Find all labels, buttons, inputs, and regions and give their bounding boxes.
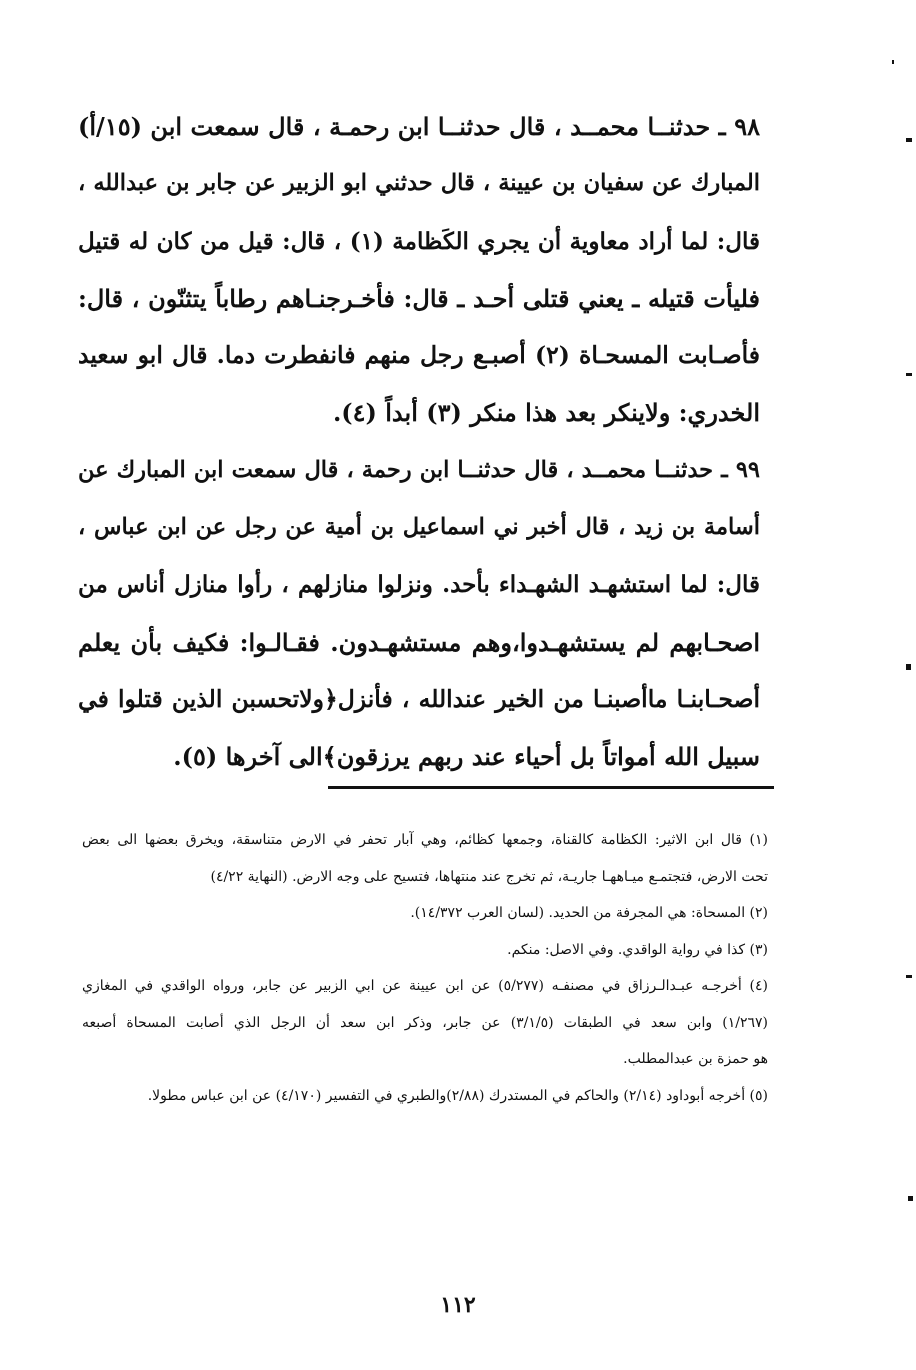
margin-mark xyxy=(906,975,912,978)
hadith-paragraph-98 xyxy=(78,98,760,442)
text-line: فأصـابت المسحـاة (٢) أصبـع رجل منهم فانفطرت دما. قال ابو سعيد xyxy=(78,341,760,370)
text-line: الخدري: ولاينكر بعد هذا منكر (٣) أبداً (٤). xyxy=(332,398,760,428)
footnote-line: (٤) أخرجـه عبـدالـرزاق في مصنفـه (٥/٢٧٧) عن ابن عيينة عن ابي الزبير عن جابر، ورواه الواقدي في المغازي xyxy=(82,978,768,994)
footnote-line: هو حمزة بن عبدالمطلب. xyxy=(623,1051,768,1067)
footnote-line: تحت الارض، فتجتمـع ميـاههـا جاريـة، ثم تخرج عند منتهاها، فتسيح على وجه الارض. (النهاية ٤/٢٢) xyxy=(210,868,768,885)
main-text xyxy=(78,98,760,786)
margin-mark xyxy=(892,60,894,64)
footnote-line: (٢) المسحاة: هي المجرفة من الحديد. (لسان العرب ١٤/٣٧٢). xyxy=(410,905,768,921)
footnotes xyxy=(82,822,768,1114)
footnote-2 xyxy=(82,895,768,932)
footnote-line: (١/٢٦٧) وابن سعد في الطبقات (٣/١/٥) عن جابر، وذكر ابن سعد أن الرجل الذي أصابت المسحاة أصبعه xyxy=(82,1014,768,1031)
text-line: فليأت قتيله ـ يعني قتلى أحـد ـ قال: فأخـرجنـاهم رطاباً يتثنّون ، قال: xyxy=(78,283,760,313)
text-line: اصحـابهم لم يستشهـدوا،وهم مستشهـدون. فقـالـوا: فكيف بأن يعلم xyxy=(78,627,760,657)
footnote-1 xyxy=(82,822,768,895)
text-line: ٩٩ ـ حدثنــا محمــد ، قال حدثنــا ابن رحمة ، قال سمعت ابن المبارك عن xyxy=(78,456,760,483)
footnote-4 xyxy=(82,968,768,1078)
text-line: قال: لما أراد معاوية أن يجري الكَظامة (١) ، قال: قيل من كان له قتيل xyxy=(78,227,760,255)
footnote-3 xyxy=(82,932,768,969)
page-number: ١١٢ xyxy=(440,1292,476,1318)
text-line: أسامة بن زيد ، قال أخبر ني اسماعيل بن أمية عن رجل عن ابن عباس ، xyxy=(78,514,760,541)
text-line: ٩٨ ـ حدثنــا محمــد ، قال حدثنــا ابن رحمـة ، قال سمعت ابن (١٥/أ) xyxy=(78,112,760,141)
text-line: المبارك عن سفيان بن عيينة ، قال حدثني ابو الزبير عن جابر بن عبدالله ، xyxy=(78,170,760,197)
footnote-line: (٣) كذا في رواية الواقدي. وفي الاصل: منكم. xyxy=(507,941,768,958)
margin-mark xyxy=(906,138,912,142)
footnote-line: (١) قال ابن الاثير: الكظامة كالقناة، وجمعها كظائم، وهي آبار تحفر في الارض متناسقة، ويخرق بعضها الى بعض xyxy=(82,832,768,848)
footnote-divider xyxy=(328,786,774,789)
margin-mark xyxy=(906,664,911,670)
margin-mark xyxy=(908,1196,913,1201)
footnote-5 xyxy=(82,1078,768,1115)
text-line: أصحـابنـا ماأصبنـا من الخير عندالله ، فأنزل﴿ولاتحسبن الذين قتلوا في xyxy=(78,684,760,713)
text-line: قال: لما استشهـد الشهـداء بأحد. ونزلوا منازلهم ، رأوا منازل أناس من xyxy=(78,571,760,599)
hadith-paragraph-99 xyxy=(78,442,760,786)
text-line: سبيل الله أمواتاً بل أحياء عند ربهم يرزقون﴾الى آخرها (٥). xyxy=(173,742,760,772)
footnote-line: (٥) أخرجه أبوداود (٢/١٤) والحاكم في المستدرك (٢/٨٨)والطبري في التفسير (٤/١٧٠) عن ابن عباس مطولا. xyxy=(147,1087,768,1104)
margin-mark xyxy=(906,373,912,376)
